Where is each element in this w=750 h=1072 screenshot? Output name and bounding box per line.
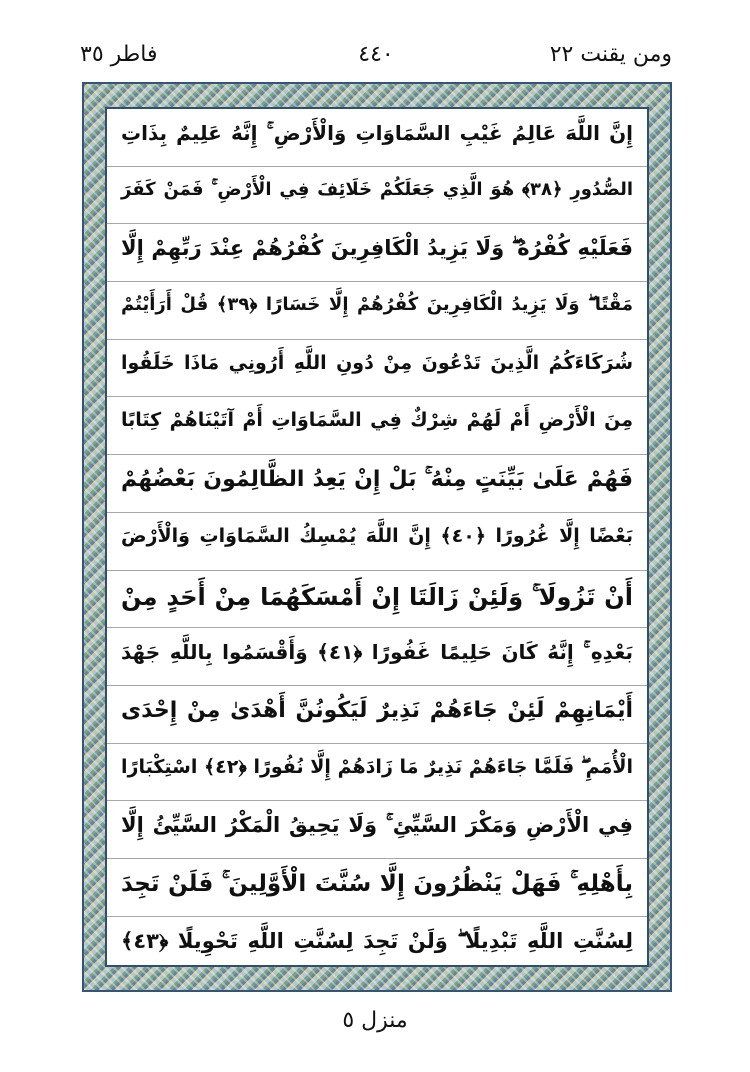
text-line: أَنْ تَزُولَا ۚ وَلَئِنْ زَالَتَا إِنْ أَمْسَكَهُمَا مِنْ أَحَدٍ مِنْ xyxy=(107,571,647,629)
text-line: الْأُمَمِ ۖ فَلَمَّا جَاءَهُمْ نَذِيرٌ مَا زَادَهُمْ إِلَّا نُفُورًا ﴿٤٢﴾ اسْتِكْبَارًا xyxy=(107,744,647,802)
text-line: بِأَهْلِهِ ۚ فَهَلْ يَنْظُرُونَ إِلَّا سُنَّتَ الْأَوَّلِينَ ۚ فَلَنْ تَجِدَ xyxy=(107,859,647,917)
manzil-label: منزل ٥ xyxy=(342,1008,408,1033)
text-line: الصُّدُورِ ﴿٣٨﴾ هُوَ الَّذِي جَعَلَكُمْ خَلَائِفَ فِي الْأَرْضِ ۚ فَمَنْ كَفَرَ xyxy=(107,167,647,225)
text-line: فَهُمْ عَلَىٰ بَيِّنَتٍ مِنْهُ ۚ بَلْ إِنْ يَعِدُ الظَّالِمُونَ بَعْضُهُمْ xyxy=(107,455,647,513)
text-panel xyxy=(105,107,649,967)
surah-name: فاطر ٣٥ xyxy=(80,42,158,67)
page-number: ٤٤٠ xyxy=(358,42,394,67)
verse-lines xyxy=(107,109,647,974)
text-line: فَعَلَيْهِ كُفْرُهُ ۖ وَلَا يَزِيدُ الْكَافِرِينَ كُفْرُهُمْ عِنْدَ رَبِّهِمْ إِلَّا xyxy=(107,224,647,282)
text-line: بَعْضًا إِلَّا غُرُورًا ﴿٤٠﴾ إِنَّ اللَّهَ يُمْسِكُ السَّمَاوَاتِ وَالْأَرْضَ xyxy=(107,513,647,571)
text-line: فِي الْأَرْضِ وَمَكْرَ السَّيِّئِ ۚ وَلَا يَحِيقُ الْمَكْرُ السَّيِّئُ إِلَّا xyxy=(107,801,647,859)
text-line: لِسُنَّتِ اللَّهِ تَبْدِيلًا ۖ وَلَنْ تَجِدَ لِسُنَّتِ اللَّهِ تَحْوِيلًا ﴿٤٣﴾ xyxy=(121,928,633,953)
para-name: ومن يقنت ٢٢ xyxy=(549,42,672,67)
text-line: مَقْتًا ۖ وَلَا يَزِيدُ الْكَافِرِينَ كُفْرُهُمْ إِلَّا خَسَارًا ﴿٣٩﴾ قُلْ أَرَأَيْتُمْ xyxy=(107,282,647,340)
text-line: إِنَّ اللَّهَ عَالِمُ غَيْبِ السَّمَاوَاتِ وَالْأَرْضِ ۚ إِنَّهُ عَلِيمٌ بِذَاتِ xyxy=(107,109,647,167)
text-line: مِنَ الْأَرْضِ أَمْ لَهُمْ شِرْكٌ فِي السَّمَاوَاتِ أَمْ آتَيْنَاهُمْ كِتَابًا xyxy=(107,397,647,455)
page-header xyxy=(80,38,672,78)
text-line: بَعْدِهِ ۚ إِنَّهُ كَانَ حَلِيمًا غَفُورًا ﴿٤١﴾ وَأَقْسَمُوا بِاللَّهِ جَهْدَ xyxy=(107,628,647,686)
decorative-border xyxy=(82,82,672,992)
text-line: شُرَكَاءَكُمُ الَّذِينَ تَدْعُونَ مِنْ دُونِ اللَّهِ أَرُونِي مَاذَا خَلَقُوا xyxy=(107,340,647,398)
text-line: أَيْمَانِهِمْ لَئِنْ جَاءَهُمْ نَذِيرٌ لَيَكُونُنَّ أَهْدَىٰ مِنْ إِحْدَى xyxy=(107,686,647,744)
